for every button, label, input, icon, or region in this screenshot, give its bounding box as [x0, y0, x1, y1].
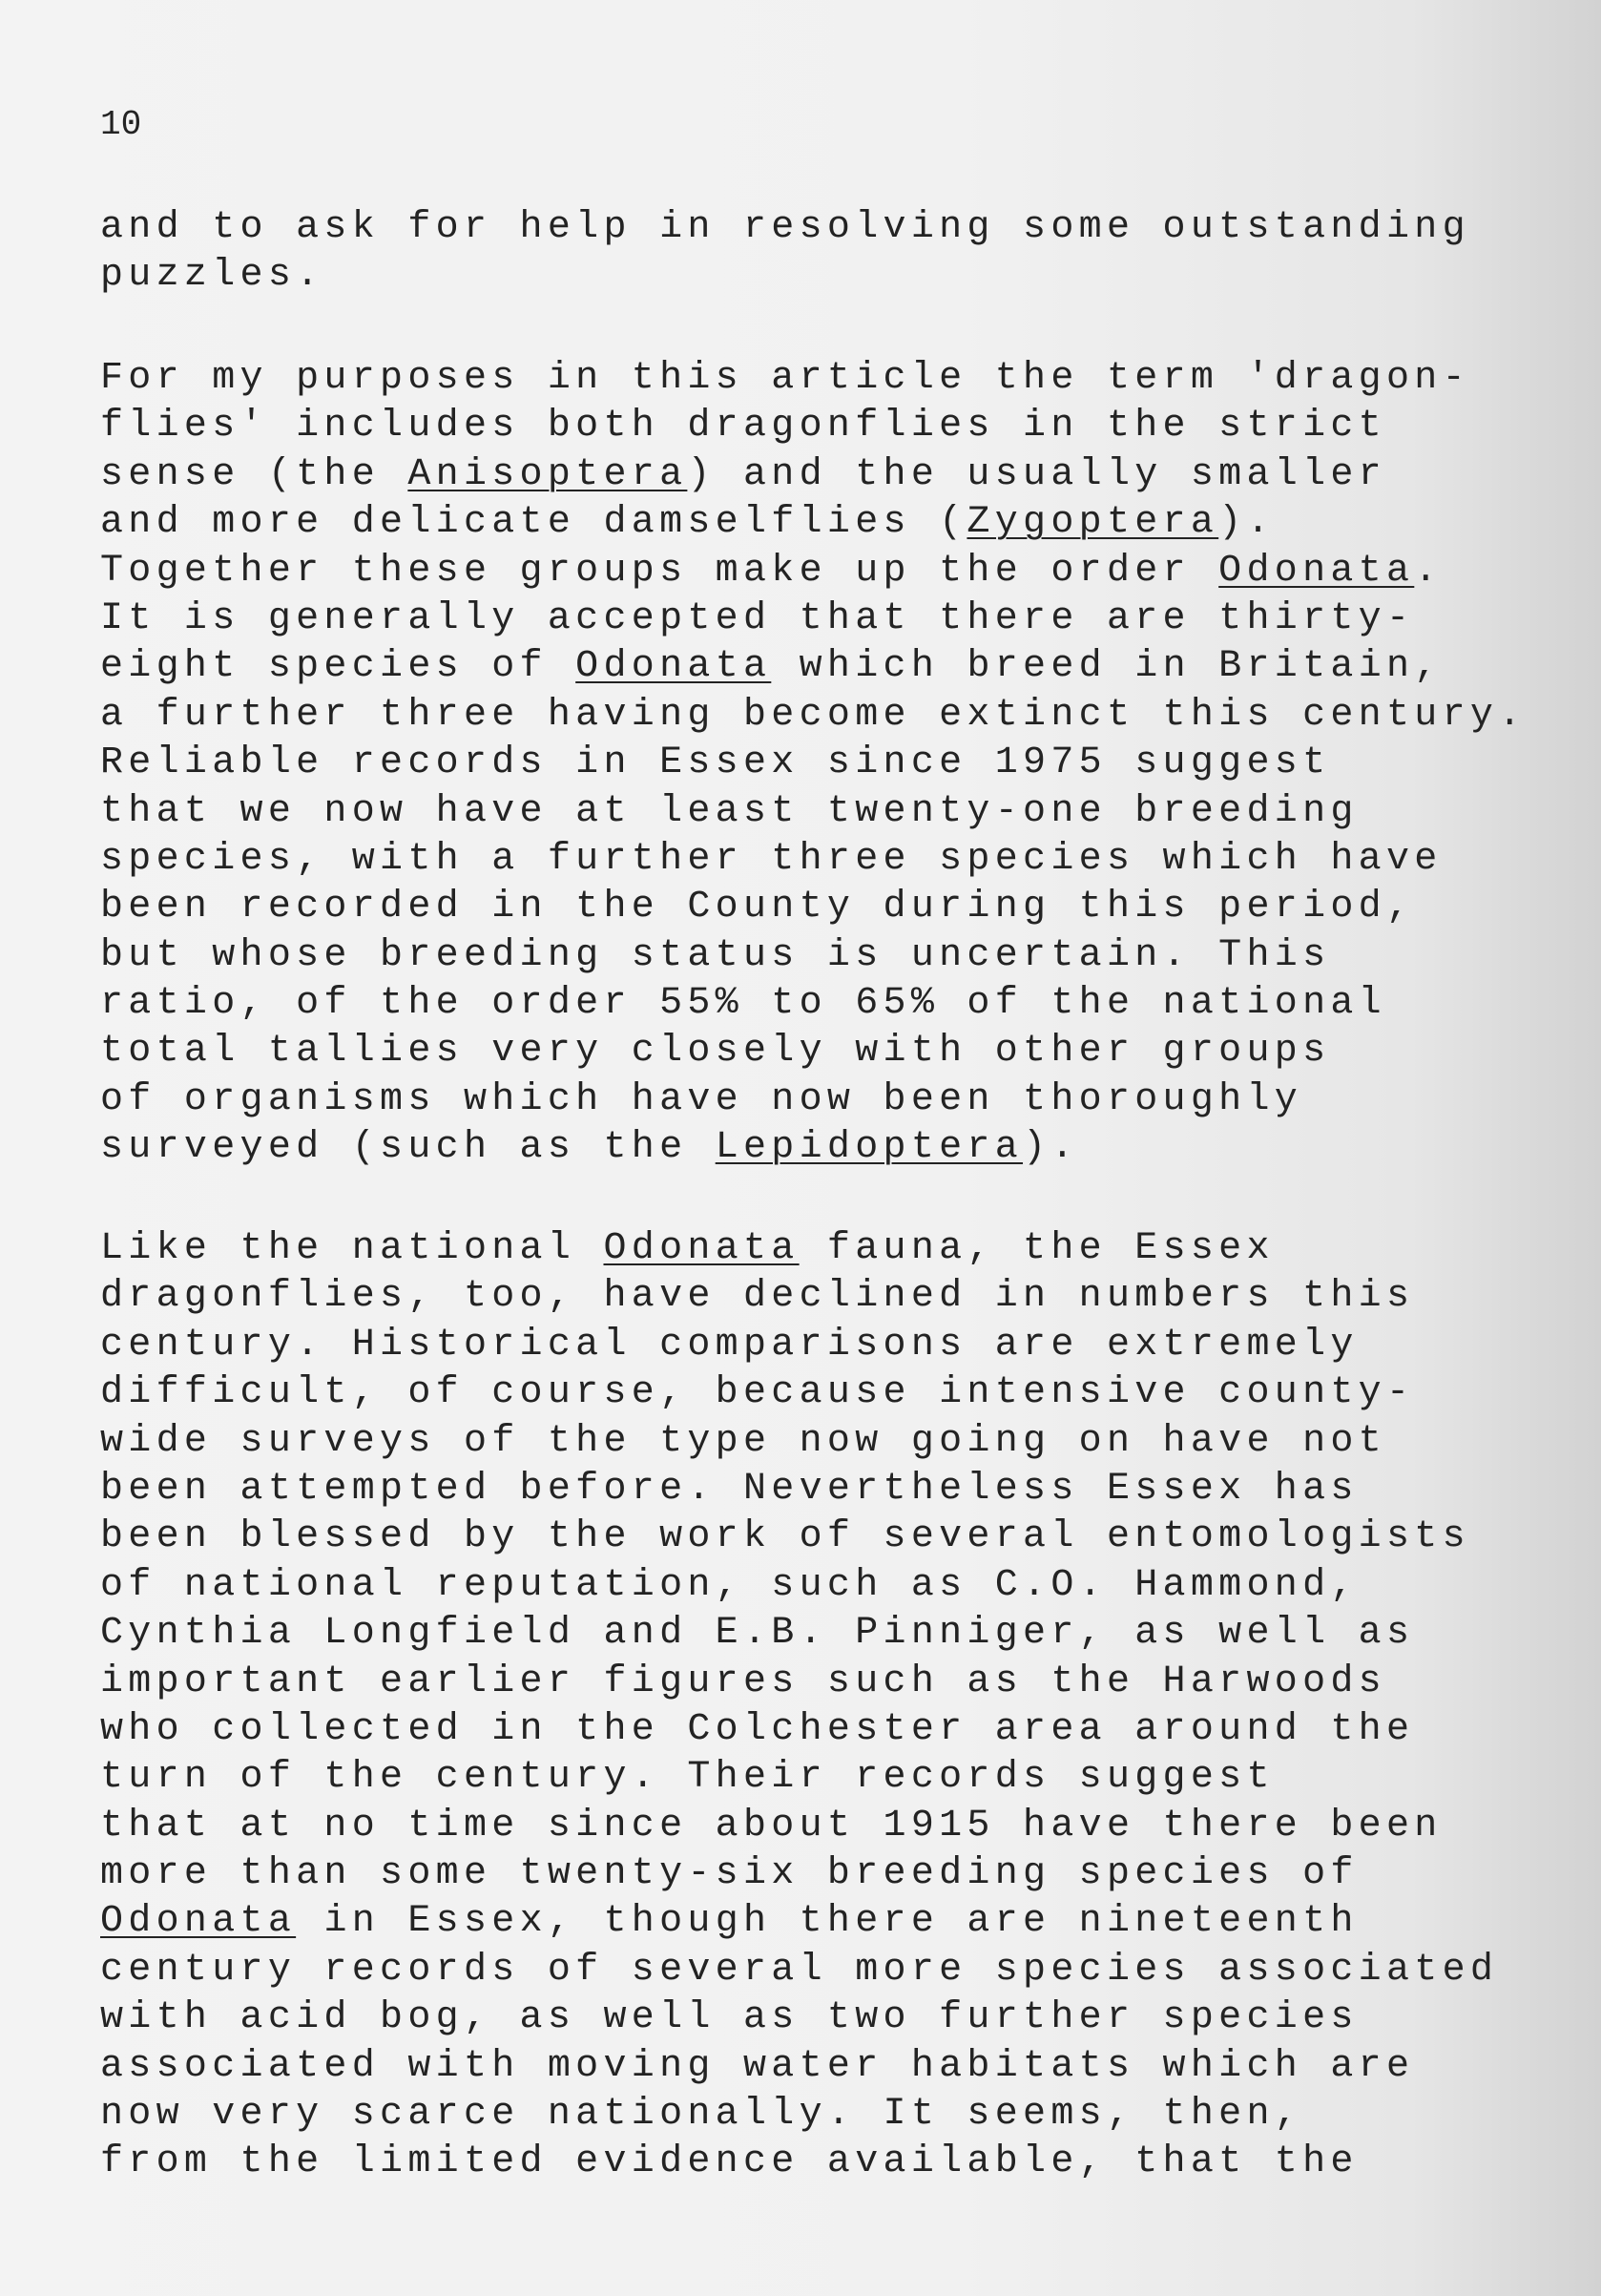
text-segment: ).: [1218, 501, 1275, 545]
text-segment: with acid bog, as well as two further species: [100, 1996, 1359, 2040]
text-segment: been attempted before. Nevertheless Essex has: [100, 1467, 1359, 1511]
text-segment: ).: [1023, 1126, 1079, 1170]
text-segment: more than some twenty-six breeding species of: [100, 1852, 1359, 1896]
text-segment: century. Historical comparisons are extremely: [100, 1323, 1359, 1367]
text-line: [100, 1898, 1598, 1946]
text-line: [100, 692, 1598, 740]
text-line: [100, 1322, 1598, 1369]
text-segment: species, with a further three species which have: [100, 837, 1443, 881]
text-segment: It is generally accepted that there are thirty-: [100, 596, 1415, 640]
text-line: [100, 1562, 1598, 1610]
underlined-term: Odonata: [1218, 549, 1415, 593]
text-segment: now very scarce nationally. It seems, then,: [100, 2093, 1303, 2137]
text-line: [100, 788, 1598, 836]
text-line: [100, 1466, 1598, 1513]
text-segment: that we now have at least twenty-one breeding: [100, 789, 1359, 833]
text-segment: dragonflies, too, have declined in numbers this: [100, 1275, 1415, 1319]
text-segment: century records of several more species associated: [100, 1948, 1499, 1992]
text-segment: total tallies very closely with other groups: [100, 1030, 1331, 1074]
text-segment: Like the national: [100, 1227, 604, 1270]
page-number: 10: [100, 105, 142, 144]
text-segment: Cynthia Longfield and E.B. Pinniger, as well as: [100, 1612, 1415, 1656]
text-segment: been recorded in the County during this period,: [100, 886, 1415, 929]
text-segment: For my purposes in this article the term 'dragon-: [100, 357, 1470, 400]
text-line: [100, 1418, 1598, 1466]
text-segment: and more delicate damselflies (: [100, 501, 967, 545]
text-segment: that at no time since about 1915 have there been: [100, 1804, 1443, 1847]
text-segment: eight species of: [100, 645, 576, 689]
text-line: [100, 1273, 1598, 1321]
text-segment: from the limited evidence available, that the: [100, 2140, 1359, 2184]
text-segment: associated with moving water habitats which are: [100, 2044, 1415, 2088]
underlined-term: Lepidoptera: [715, 1126, 1024, 1170]
text-segment: surveyed (such as the: [100, 1126, 716, 1170]
text-line: [100, 643, 1598, 691]
underlined-term: Anisoptera: [407, 452, 688, 496]
text-line: [100, 1754, 1598, 1802]
text-line: [100, 252, 1598, 300]
text-segment: puzzles.: [100, 254, 324, 298]
text-line: [100, 1706, 1598, 1754]
text-line: [100, 884, 1598, 931]
text-line: [100, 2043, 1598, 2091]
text-line: [100, 355, 1598, 403]
text-line: [100, 932, 1598, 980]
text-line: [100, 1610, 1598, 1658]
text-line: [100, 980, 1598, 1028]
text-line: [100, 1850, 1598, 1898]
text-line: [100, 2139, 1598, 2186]
underlined-term: Zygoptera: [967, 501, 1219, 545]
text-line: [100, 1513, 1598, 1561]
text-line: [100, 1225, 1598, 1273]
text-segment: sense (the: [100, 452, 408, 496]
text-line: [100, 1028, 1598, 1075]
paragraph-1: [100, 204, 1598, 301]
text-line: [100, 740, 1598, 787]
underlined-term: Odonata: [575, 645, 772, 689]
text-segment: ) and the usually smaller: [687, 452, 1386, 496]
text-line: [100, 1803, 1598, 1850]
text-line: [100, 204, 1598, 252]
text-segment: wide surveys of the type now going on have not: [100, 1419, 1386, 1463]
text-line: [100, 1369, 1598, 1417]
text-segment: difficult, of course, because intensive county-: [100, 1371, 1415, 1415]
text-line: [100, 548, 1598, 595]
text-line: [100, 1124, 1598, 1172]
text-segment: been blessed by the work of several entomologists: [100, 1515, 1470, 1559]
underlined-term: Odonata: [603, 1227, 800, 1270]
text-line: [100, 836, 1598, 884]
paragraph-2: [100, 355, 1598, 1173]
text-segment: ratio, of the order 55% to 65% of the national: [100, 982, 1386, 1026]
text-line: [100, 1076, 1598, 1124]
text-segment: Together these groups make up the order: [100, 549, 1219, 593]
text-line: [100, 1659, 1598, 1706]
text-segment: turn of the century. Their records suggest: [100, 1756, 1275, 1800]
text-segment: fauna, the Essex: [799, 1227, 1275, 1270]
text-line: [100, 595, 1598, 643]
text-line: [100, 499, 1598, 547]
text-segment: and to ask for help in resolving some outstanding: [100, 206, 1470, 249]
text-line: [100, 403, 1598, 450]
text-segment: .: [1414, 549, 1443, 593]
text-segment: a further three having become extinct this century.: [100, 693, 1527, 737]
text-segment: of organisms which have now been thoroughly: [100, 1077, 1303, 1121]
paragraph-3: [100, 1225, 1598, 2187]
text-line: [100, 1994, 1598, 2042]
text-line: [100, 1947, 1598, 1994]
text-segment: Reliable records in Essex since 1975 suggest: [100, 741, 1331, 785]
text-segment: but whose breeding status is uncertain. This: [100, 933, 1331, 977]
text-segment: in Essex, though there are nineteenth: [296, 1900, 1359, 1944]
text-segment: flies' includes both dragonflies in the strict: [100, 405, 1386, 449]
text-segment: which breed in Britain,: [771, 645, 1443, 689]
text-line: [100, 2091, 1598, 2139]
text-segment: important earlier figures such as the Harwoods: [100, 1659, 1386, 1703]
text-segment: of national reputation, such as C.O. Hammond,: [100, 1563, 1359, 1607]
text-line: [100, 451, 1598, 499]
underlined-term: Odonata: [100, 1900, 297, 1944]
text-segment: who collected in the Colchester area around the: [100, 1707, 1415, 1751]
